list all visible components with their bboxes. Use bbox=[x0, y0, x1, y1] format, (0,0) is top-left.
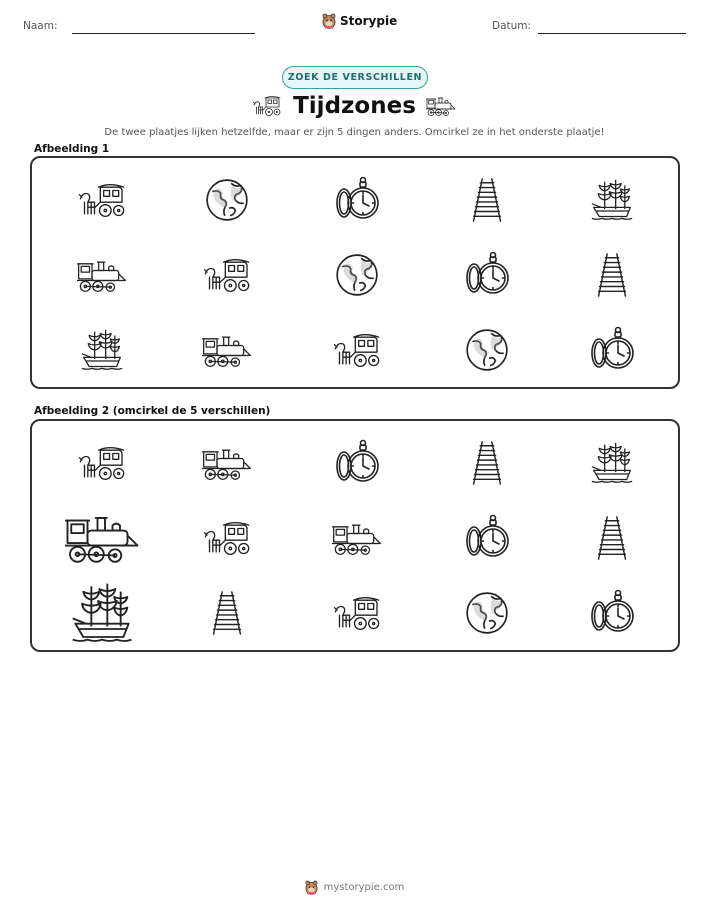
steam-train-icon bbox=[77, 257, 127, 294]
footer-mascot-icon bbox=[305, 880, 318, 895]
pocket-watch-icon bbox=[463, 251, 511, 299]
globe-icon bbox=[204, 177, 250, 223]
title-train-icon bbox=[426, 95, 456, 121]
footer-website: mystorypie.com bbox=[323, 882, 405, 893]
sailing-ship-icon bbox=[80, 328, 124, 372]
railroad-track-icon[interactable] bbox=[592, 515, 632, 561]
name-label: Naam: bbox=[23, 20, 58, 32]
steam-train-icon[interactable] bbox=[332, 520, 382, 557]
globe-icon[interactable] bbox=[464, 590, 510, 636]
sailing-ship-icon bbox=[590, 178, 634, 222]
footer bbox=[0, 880, 709, 895]
carriage-icon bbox=[77, 182, 127, 219]
pocket-watch-icon[interactable] bbox=[463, 514, 511, 562]
storypie-mascot-icon bbox=[322, 13, 336, 29]
steam-train-icon[interactable] bbox=[202, 445, 252, 482]
sailing-ship-icon[interactable] bbox=[70, 581, 134, 645]
globe-icon bbox=[464, 327, 510, 373]
activity-badge: ZOEK DE VERSCHILLEN bbox=[282, 66, 428, 89]
pocket-watch-icon bbox=[333, 176, 381, 224]
carriage-icon bbox=[202, 257, 252, 294]
brand-name: Storypie bbox=[340, 14, 398, 28]
picture-2-panel[interactable] bbox=[30, 419, 680, 652]
date-label: Datum: bbox=[492, 20, 532, 32]
carriage-icon[interactable] bbox=[77, 445, 127, 482]
picture-2-label: Afbeelding 2 (omcirkel de 5 verschillen) bbox=[34, 405, 271, 417]
railroad-track-icon bbox=[592, 252, 632, 298]
instructions-text: De twee plaatjes lijken hetzelfde, maar er zijn 5 dingen anders. Omcirkel ze in het onderste plaatje! bbox=[104, 127, 605, 138]
date-line bbox=[538, 33, 686, 34]
steam-train-icon[interactable] bbox=[65, 510, 140, 566]
pocket-watch-icon[interactable] bbox=[588, 589, 636, 637]
sailing-ship-icon[interactable] bbox=[590, 441, 634, 485]
globe-icon bbox=[334, 252, 380, 298]
railroad-track-icon[interactable] bbox=[207, 590, 247, 636]
pocket-watch-icon[interactable] bbox=[333, 439, 381, 487]
steam-train-icon bbox=[202, 332, 252, 369]
carriage-icon[interactable] bbox=[202, 520, 252, 557]
picture-1-panel bbox=[30, 156, 680, 389]
name-line bbox=[72, 33, 255, 34]
railroad-track-icon bbox=[467, 177, 507, 223]
brand-logo bbox=[322, 13, 397, 29]
picture-1-label: Afbeelding 1 bbox=[34, 143, 110, 155]
railroad-track-icon[interactable] bbox=[467, 440, 507, 486]
page-title: Tijdzones bbox=[293, 93, 416, 119]
carriage-icon[interactable] bbox=[332, 595, 382, 632]
pocket-watch-icon bbox=[588, 326, 636, 374]
carriage-icon bbox=[332, 332, 382, 369]
